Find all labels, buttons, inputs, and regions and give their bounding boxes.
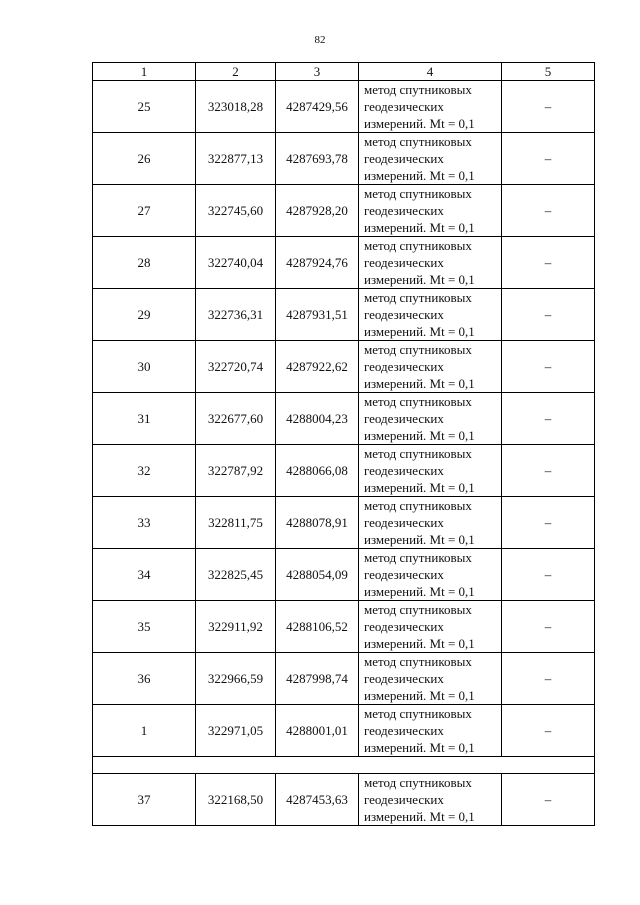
table-row	[93, 445, 595, 497]
x-coordinate-cell: 322877,13	[196, 133, 276, 185]
method-line: геодезических	[364, 203, 444, 218]
method-line: измерений. Mt = 0,1	[364, 532, 475, 547]
method-cell	[359, 705, 502, 757]
table-row	[93, 601, 595, 653]
method-cell	[359, 445, 502, 497]
y-coordinate-cell: 4287429,56	[276, 81, 359, 133]
method-cell	[359, 341, 502, 393]
table-row	[93, 497, 595, 549]
method-line: метод спутниковых	[364, 550, 472, 565]
method-line: измерений. Mt = 0,1	[364, 376, 475, 391]
x-coordinate-cell: 322168,50	[196, 774, 276, 826]
table-row	[93, 133, 595, 185]
y-coordinate-cell: 4288106,52	[276, 601, 359, 653]
point-number-cell: 34	[93, 549, 196, 601]
x-coordinate-cell: 322736,31	[196, 289, 276, 341]
y-coordinate-cell: 4287453,63	[276, 774, 359, 826]
note-cell: –	[502, 549, 595, 601]
y-coordinate-cell: 4288001,01	[276, 705, 359, 757]
table-row	[93, 237, 595, 289]
header-col-5: 5	[502, 63, 595, 81]
y-coordinate-cell: 4288078,91	[276, 497, 359, 549]
method-line: измерений. Mt = 0,1	[364, 272, 475, 287]
y-coordinate-cell: 4287922,62	[276, 341, 359, 393]
method-line: геодезических	[364, 151, 444, 166]
method-line: измерений. Mt = 0,1	[364, 324, 475, 339]
coordinates-table-body	[93, 63, 595, 826]
table-row	[93, 185, 595, 237]
header-col-1: 1	[93, 63, 196, 81]
method-line: метод спутниковых	[364, 654, 472, 669]
method-line: геодезических	[364, 463, 444, 478]
method-line: метод спутниковых	[364, 706, 472, 721]
point-number-cell: 35	[93, 601, 196, 653]
note-cell: –	[502, 601, 595, 653]
method-cell	[359, 81, 502, 133]
x-coordinate-cell: 322787,92	[196, 445, 276, 497]
table-row	[93, 393, 595, 445]
y-coordinate-cell: 4287928,20	[276, 185, 359, 237]
table-row	[93, 289, 595, 341]
method-line: измерений. Mt = 0,1	[364, 168, 475, 183]
table-row	[93, 549, 595, 601]
x-coordinate-cell: 322677,60	[196, 393, 276, 445]
point-number-cell: 28	[93, 237, 196, 289]
coordinates-table	[92, 62, 595, 826]
method-line: геодезических	[364, 255, 444, 270]
method-line: метод спутниковых	[364, 394, 472, 409]
method-line: геодезических	[364, 671, 444, 686]
method-line: метод спутниковых	[364, 602, 472, 617]
table-row	[93, 81, 595, 133]
table-row	[93, 705, 595, 757]
y-coordinate-cell: 4287998,74	[276, 653, 359, 705]
method-line: метод спутниковых	[364, 775, 472, 790]
x-coordinate-cell: 322825,45	[196, 549, 276, 601]
y-coordinate-cell: 4287693,78	[276, 133, 359, 185]
method-line: геодезических	[364, 723, 444, 738]
table-row	[93, 653, 595, 705]
header-row	[93, 63, 595, 81]
method-line: метод спутниковых	[364, 290, 472, 305]
method-line: геодезических	[364, 792, 444, 807]
method-cell	[359, 549, 502, 601]
method-line: измерений. Mt = 0,1	[364, 688, 475, 703]
method-line: измерений. Mt = 0,1	[364, 428, 475, 443]
method-line: геодезических	[364, 307, 444, 322]
point-number-cell: 26	[93, 133, 196, 185]
point-number-cell: 29	[93, 289, 196, 341]
x-coordinate-cell: 322745,60	[196, 185, 276, 237]
point-number-cell: 1	[93, 705, 196, 757]
method-line: метод спутниковых	[364, 186, 472, 201]
header-col-4: 4	[359, 63, 502, 81]
method-cell	[359, 601, 502, 653]
method-cell	[359, 497, 502, 549]
method-cell	[359, 133, 502, 185]
y-coordinate-cell: 4288004,23	[276, 393, 359, 445]
method-cell	[359, 185, 502, 237]
method-cell	[359, 774, 502, 826]
method-line: геодезических	[364, 359, 444, 374]
method-line: измерений. Mt = 0,1	[364, 116, 475, 131]
y-coordinate-cell: 4287924,76	[276, 237, 359, 289]
point-number-cell: 36	[93, 653, 196, 705]
method-line: геодезических	[364, 99, 444, 114]
note-cell: –	[502, 81, 595, 133]
method-line: измерений. Mt = 0,1	[364, 584, 475, 599]
method-cell	[359, 237, 502, 289]
note-cell: –	[502, 653, 595, 705]
method-line: измерений. Mt = 0,1	[364, 220, 475, 235]
note-cell: –	[502, 237, 595, 289]
method-line: геодезических	[364, 619, 444, 634]
method-line: измерений. Mt = 0,1	[364, 480, 475, 495]
method-line: метод спутниковых	[364, 498, 472, 513]
method-line: измерений. Mt = 0,1	[364, 740, 475, 755]
separator-cell	[93, 757, 595, 774]
point-number-cell: 30	[93, 341, 196, 393]
x-coordinate-cell: 322740,04	[196, 237, 276, 289]
y-coordinate-cell: 4287931,51	[276, 289, 359, 341]
point-number-cell: 25	[93, 81, 196, 133]
x-coordinate-cell: 322811,75	[196, 497, 276, 549]
table-row	[93, 341, 595, 393]
header-col-2: 2	[196, 63, 276, 81]
table-row	[93, 774, 595, 826]
point-number-cell: 32	[93, 445, 196, 497]
x-coordinate-cell: 322971,05	[196, 705, 276, 757]
y-coordinate-cell: 4288054,09	[276, 549, 359, 601]
y-coordinate-cell: 4288066,08	[276, 445, 359, 497]
method-line: геодезических	[364, 567, 444, 582]
header-col-3: 3	[276, 63, 359, 81]
method-cell	[359, 289, 502, 341]
separator-row	[93, 757, 595, 774]
note-cell: –	[502, 185, 595, 237]
note-cell: –	[502, 497, 595, 549]
method-line: метод спутниковых	[364, 342, 472, 357]
note-cell: –	[502, 133, 595, 185]
method-line: геодезических	[364, 515, 444, 530]
note-cell: –	[502, 705, 595, 757]
point-number-cell: 31	[93, 393, 196, 445]
point-number-cell: 33	[93, 497, 196, 549]
method-line: измерений. Mt = 0,1	[364, 809, 475, 824]
method-line: метод спутниковых	[364, 82, 472, 97]
note-cell: –	[502, 289, 595, 341]
x-coordinate-cell: 322911,92	[196, 601, 276, 653]
method-cell	[359, 393, 502, 445]
page-number: 82	[314, 34, 326, 46]
point-number-cell: 37	[93, 774, 196, 826]
method-cell	[359, 653, 502, 705]
note-cell: –	[502, 393, 595, 445]
method-line: геодезических	[364, 411, 444, 426]
method-line: измерений. Mt = 0,1	[364, 636, 475, 651]
note-cell: –	[502, 774, 595, 826]
method-line: метод спутниковых	[364, 446, 472, 461]
method-line: метод спутниковых	[364, 238, 472, 253]
x-coordinate-cell: 323018,28	[196, 81, 276, 133]
x-coordinate-cell: 322720,74	[196, 341, 276, 393]
x-coordinate-cell: 322966,59	[196, 653, 276, 705]
note-cell: –	[502, 341, 595, 393]
method-line: метод спутниковых	[364, 134, 472, 149]
point-number-cell: 27	[93, 185, 196, 237]
note-cell: –	[502, 445, 595, 497]
